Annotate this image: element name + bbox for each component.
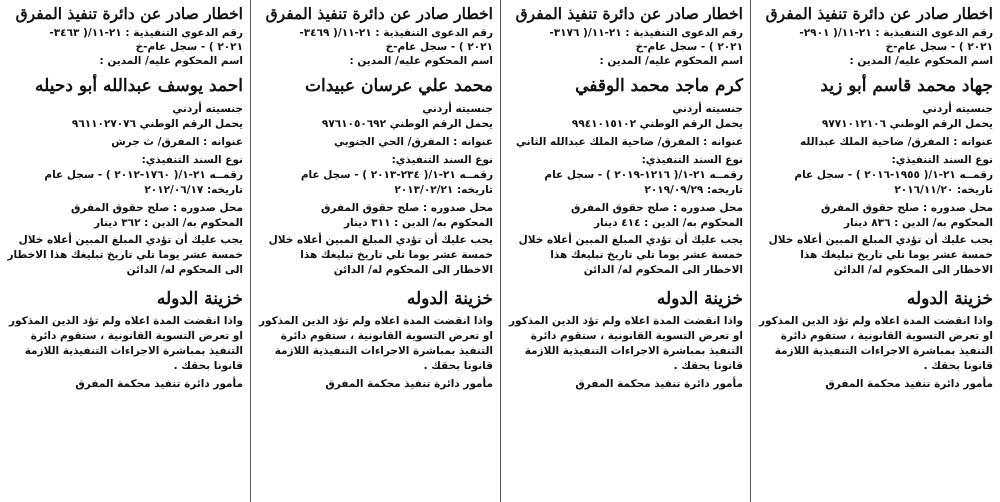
doc-date: تاريخه: ٢٠١٣/٠٢/٢١ (394, 184, 493, 196)
notice-1 (750, 0, 1000, 502)
nationality: جنسيته أردني (672, 103, 743, 115)
address: عنوانه : المفرق/ ضاحية الملك عبدالله الثاني (516, 136, 743, 148)
amount: المحكوم به/ الدين : ٤١٤ دينار (594, 217, 743, 229)
debtor-name: محمد علي عرسان عبيدات (304, 76, 493, 96)
signature: مأمور دائرة تنفيذ محكمة المفرق (575, 378, 743, 390)
national-id: يحمل الرقم الوطني ٩٩٤١٠١٥١٠٢ (571, 118, 743, 130)
case-register: ٢٠٢١ ) - سجل عام-خ (385, 41, 493, 53)
case-register: ٢٠٢١ ) - سجل عام-خ (635, 41, 743, 53)
notice-title: اخطار صادر عن دائرة تنفيذ المفرق (515, 4, 743, 23)
case-number: رقم الدعوى التنفيذية : ٢١-١١/( ٢٩٠١- (799, 27, 993, 39)
nationality: جنسيته أردني (422, 103, 493, 115)
signature: مأمور دائرة تنفيذ محكمة المفرق (325, 378, 493, 390)
payment-warning: يجب عليك أن تؤدي المبلغ المبين أعلاه خلال خمسة عشر يوما تلي تاريخ تبليغك هذا الاخطار الى المحكوم له/ الدائن (268, 234, 493, 276)
national-id: يحمل الرقم الوطني ٩٦١١٠٢٧٠٧٦ (71, 118, 243, 130)
doc-date: تاريخه: ٢٠١٢/٠٦/١٧ (144, 184, 243, 196)
final-note: واذا انقضت المدة اعلاه ولم تؤد الدين المذكور او تعرض التسوية القانونية ، ستقوم دائرة التنفيذ بمباشرة الاجراءات التنفيذية اللازمة قانونا بحقك . (758, 315, 993, 372)
case-register: ٢٠٢١ ) - سجل عام-خ (885, 41, 993, 53)
amount: المحكوم به/ الدين : ٨٣٦ دينار (844, 217, 993, 229)
debtor-label: اسم المحكوم عليه/ المدين : (849, 55, 993, 67)
notice-3 (250, 0, 500, 502)
case-number: رقم الدعوى التنفيذية : ٢١-١١/( ٣٤٦٣- (49, 27, 243, 39)
notice-2 (500, 0, 750, 502)
address: عنوانه : المفرق/ الحي الجنوبي (334, 136, 493, 148)
signature: مأمور دائرة تنفيذ محكمة المفرق (825, 378, 993, 390)
doc-type: نوع السند التنفيذي: (891, 154, 993, 166)
notice-title: اخطار صادر عن دائرة تنفيذ المفرق (765, 4, 993, 23)
amount: المحكوم به/ الدين : ٣١١ دينار (344, 217, 493, 229)
nationality: جنسيته أردني (172, 103, 243, 115)
debtor-name: احمد يوسف عبدالله أبو دحيله (34, 76, 243, 96)
issue-place: محل صدوره : صلح حقوق المفرق (820, 202, 993, 214)
final-note: واذا انقضت المدة اعلاه ولم تؤد الدين المذكور او تعرض التسوية القانونية ، ستقوم دائرة التنفيذ بمباشرة الاجراءات التنفيذية اللازمة قانونا بحقك . (508, 315, 743, 372)
issue-place: محل صدوره : صلح حقوق المفرق (320, 202, 493, 214)
doc-number: رقمــه ٢١-١/( ١٢١٦-٢٠١٩ ) - سجل عام (544, 169, 743, 181)
address: عنوانه : المفرق/ ضاحية الملك عبدالله (800, 136, 993, 148)
doc-type: نوع السند التنفيذي: (391, 154, 493, 166)
final-note: واذا انقضت المدة اعلاه ولم تؤد الدين المذكور او تعرض التسوية القانونية ، ستقوم دائرة التنفيذ بمباشرة الاجراءات التنفيذية اللازمة قانونا بحقك . (8, 315, 243, 372)
doc-date: تاريخه: ٢٠١٩/٠٩/٢٩ (644, 184, 743, 196)
doc-date: تاريخه: ٢٠١٦/١١/٢٠ (894, 184, 993, 196)
nationality: جنسيته أردني (922, 103, 993, 115)
notice-title: اخطار صادر عن دائرة تنفيذ المفرق (15, 4, 243, 23)
debtor-name: كرم ماجد محمد الوقفي (575, 76, 743, 96)
doc-type: نوع السند التنفيذي: (641, 154, 743, 166)
debtor-name: جهاد محمد قاسم أبو زيد (820, 76, 993, 96)
case-register: ٢٠٢١ ) - سجل عام-خ (135, 41, 243, 53)
debtor-label: اسم المحكوم عليه/ المدين : (599, 55, 743, 67)
address: عنوانه : المفرق/ ث جرش (111, 136, 243, 148)
issue-place: محل صدوره : صلح حقوق المفرق (570, 202, 743, 214)
payment-warning: يجب عليك أن تؤدي المبلغ المبين أعلاه خلال خمسة عشر يوما تلي تاريخ تبليغك هذا الاخطار الى المحكوم له/ الدائن (768, 234, 993, 276)
doc-number: رقمــه ٢١-١/( ٢٣٤-٢٠١٣ ) - سجل عام (300, 169, 493, 181)
final-note: واذا انقضت المدة اعلاه ولم تؤد الدين المذكور او تعرض التسوية القانونية ، ستقوم دائرة التنفيذ بمباشرة الاجراءات التنفيذية اللازمة قانونا بحقك . (258, 315, 493, 372)
doc-number: رقمــه ٢١-١/( ١٧٦٠-٢٠١٢ ) - سجل عام (44, 169, 243, 181)
notice-title: اخطار صادر عن دائرة تنفيذ المفرق (265, 4, 493, 23)
creditor-name: خزينة الدوله (156, 289, 243, 309)
signature: مأمور دائرة تنفيذ محكمة المفرق (75, 378, 243, 390)
creditor-name: خزينة الدوله (406, 289, 493, 309)
case-number: رقم الدعوى التنفيذية : ٢١-١١/( ٣١٧٦- (549, 27, 743, 39)
doc-type: نوع السند التنفيذي: (141, 154, 243, 166)
national-id: يحمل الرقم الوطني ٩٧٧١٠١٢١٠٦ (821, 118, 993, 130)
national-id: يحمل الرقم الوطني ٩٧٦١٠٥٠٦٩٢ (321, 118, 493, 130)
payment-warning: يجب عليك أن تؤدي المبلغ المبين أعلاه خلال خمسة عشر يوما تلي تاريخ تبليغك هذا الاخطار الى المحكوم له/ الدائن (518, 234, 743, 276)
payment-warning: يجب عليك أن تؤدي المبلغ المبين أعلاه خلال خمسة عشر يوما تلي تاريخ تبليغك هذا الاخطار الى المحكوم له/ الدائن (7, 234, 243, 276)
case-number: رقم الدعوى التنفيذية : ٢١-١١/( ٣٤٦٩- (299, 27, 493, 39)
amount: المحكوم به/ الدين : ٣٦٢ دينار (94, 217, 243, 229)
creditor-name: خزينة الدوله (656, 289, 743, 309)
debtor-label: اسم المحكوم عليه/ المدين : (99, 55, 243, 67)
creditor-name: خزينة الدوله (906, 289, 993, 309)
issue-place: محل صدوره : صلح حقوق المفرق (70, 202, 243, 214)
debtor-label: اسم المحكوم عليه/ المدين : (349, 55, 493, 67)
notice-4 (0, 0, 250, 502)
doc-number: رقمــه ٢١-١/( ١٩٥٥-٢٠١٦ ) - سجل عام (794, 169, 993, 181)
